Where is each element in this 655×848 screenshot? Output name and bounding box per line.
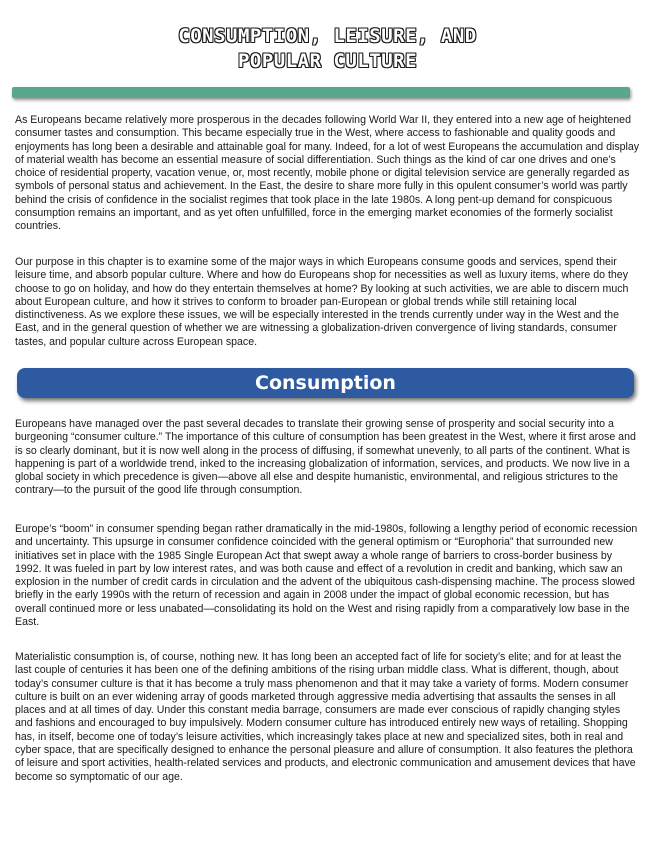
title-divider-bar [12, 87, 630, 98]
intro-paragraph-2: Our purpose in this chapter is to examine some of the major ways in which Europeans consume goods and services, spend their leisure time, and absorb popular culture. Where and how do Europeans shop for necessities as well as luxury items, where do they choose to go on holiday, and how do they entertain themselves at home? By looking at such activities, we are able to discern much about European culture, and how it strives to conform to broader pan-European or global trends while still retaining local distinctiveness. As we explore these issues, we will be especially interested in the trends currently under way in the West and the East, and in the general question of whether we are witnessing a globalization-driven convergence of living standards, consumer tastes, and popular culture across European space. [15, 256, 629, 348]
section-heading-consumption: Consumption [17, 368, 634, 398]
consumption-paragraph-1: Europeans have managed over the past several decades to translate their growing sense of prosperity and social security into a burgeoning “consumer culture.” The importance of this culture of consumption has been greatest in the West, where it first arose and is so clearly dominant, but it is now well along in the process of diffusing, if somewhat unevenly, to all parts of the continent. What is happening is part of a worldwide trend, inked to the increasing globalization of information, services, and products. We now live in a global society in which precedence is given—above all else and despite humanistic, environmental, and religious strictures to the contrary—to the pursuit of the good life through consumption. [15, 418, 636, 497]
consumption-paragraph-3: Materialistic consumption is, of course, nothing new. It has long been an accepted fact of life for society’s elite; and for at least the last couple of centuries it has been one of the defining ambitions of the rising urban middle class. What is different, though, about today’s consumer culture is that it has become a truly mass phenomenon and that it may take a variety of forms. Modern consumer culture is built on an ever widening array of goods marketed through aggressive media advertising that assaults the senses in all places and at all times of day. Under this constant media barrage, consumers are made ever conscious of rapidly changing styles and fashions and encouraged to buy impulsively. Modern consumer culture has introduced entirely new ways of retailing. Shopping has, in itself, become one of today’s leisure activities, which increasingly takes place at new and specialized sites, both in real and cyber space, that are specifically designed to enhance the personal pleasure and allure of consumption. It also features the plethora of leisure and sport activities, health-related services and products, and electronic communication and amusement devices that have become so symptomatic of our age. [15, 651, 636, 783]
intro-paragraph-1: As Europeans became relatively more prosperous in the decades following World War II, they entered into a new age of heightened consumer tastes and consumption. This became especially true in the West, where access to fashionable and quality goods and enjoyments has long been a desirable and attainable goal for many. Indeed, for a lot of west Europeans the accumulation and display of material wealth has become an essential measure of social differentiation. Such things as the kind of car one drives and one’s choice of residential property, vacation venue, or, most recently, mobile phone or digital television service are generally regarded as symbols of personal status and achievement. In the East, the desire to share more fully in this opulent consumer’s world was partly behind the crisis of confidence in the socialist regimes that took place in the late 1980s. A long pent-up demand for conspicuous consumption remains an important, and as yet often unfulfilled, force in the emerging market economies of the formerly socialist countries. [15, 114, 640, 233]
chapter-title-line-1: CONSUMPTION, LEISURE, AND [178, 25, 477, 47]
chapter-title-line-2: POPULAR CULTURE [237, 50, 418, 72]
consumption-paragraph-2: Europe’s “boom” in consumer spending began rather dramatically in the mid-1980s, following a lengthy period of economic recession and uncertainty. This upsurge in consumer confidence coincided with the general optimism or “Europhoria” that surrounded new initiatives set in place with the 1985 Single European Act that swept away a whole range of barriers to cross-border business by 1992. It was fueled in part by low interest rates, and was both cause and effect of a revolution in credit and banking, which saw an explosion in the number of credit cards in circulation and the advent of the ubiquitous cash-dispensing machine. The process slowed briefly in the early 1990s with the return of recession and again in 2008 under the impact of global economic recession, but has overall continued more or less unabated—consolidating its hold on the West and rising rapidly from a comparatively low base in the East. [15, 523, 638, 629]
chapter-title [0, 24, 655, 74]
